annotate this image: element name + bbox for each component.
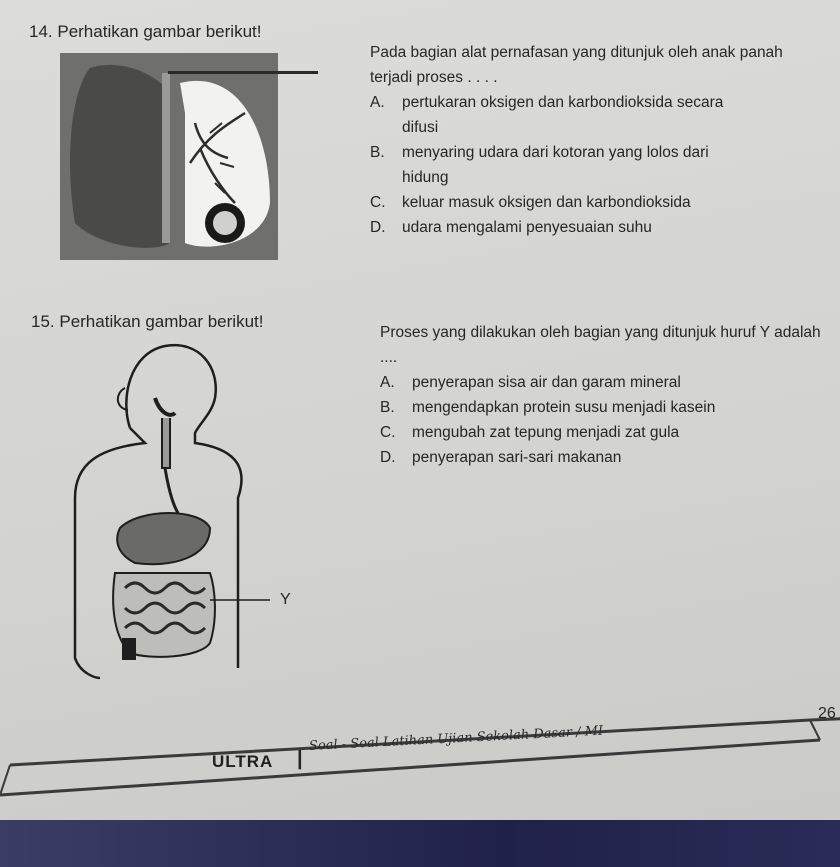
- footer-subtitle: Soal - Soal Latihan Ujian Sekolah Dasar / MI: [308, 723, 604, 754]
- q15-question: [380, 320, 825, 470]
- q15-option-c[interactable]: [380, 420, 825, 445]
- footer-separator: |: [297, 748, 303, 770]
- option-text-continuation: difusi: [402, 119, 439, 136]
- option-text: pertukaran oksigen dan karbondioksida secara: [402, 94, 724, 111]
- option-text: udara mengalami penyesuaian suhu: [402, 219, 652, 236]
- lung-figure: [60, 53, 278, 260]
- option-letter: C.: [380, 424, 396, 441]
- option-text-continuation: hidung: [402, 169, 449, 186]
- option-letter: B.: [370, 144, 385, 161]
- footer-brand: ULTRA: [212, 752, 274, 771]
- q15-option-b[interactable]: [380, 395, 825, 420]
- option-letter: A.: [370, 94, 385, 111]
- q14-option-a[interactable]: [370, 90, 820, 115]
- page-number: 26: [818, 705, 836, 722]
- q15-heading: 15. Perhatikan gambar berikut!: [31, 312, 264, 331]
- label-y: Y: [280, 591, 291, 608]
- option-text: penyerapan sisa air dan garam mineral: [412, 374, 681, 391]
- q14-question: [370, 40, 820, 240]
- lung-illustration: [60, 53, 278, 260]
- q15-option-a[interactable]: [380, 370, 825, 395]
- q14-heading: 14. Perhatikan gambar berikut!: [29, 22, 262, 41]
- q15-option-d[interactable]: [380, 445, 825, 470]
- option-letter: A.: [380, 374, 395, 391]
- digestive-system-illustration: [60, 338, 310, 683]
- q14-option-c[interactable]: [370, 190, 820, 215]
- digestive-figure: [60, 338, 310, 683]
- option-letter: B.: [380, 399, 395, 416]
- option-text: penyerapan sari-sari makanan: [412, 449, 622, 466]
- option-text: mengubah zat tepung menjadi zat gula: [412, 424, 680, 441]
- q14-option-b[interactable]: [370, 140, 820, 165]
- q15-stem: Proses yang dilakukan oleh bagian yang ditunjuk huruf Y adalah ....: [380, 324, 821, 366]
- option-text: mengendapkan protein susu menjadi kasein: [412, 399, 716, 416]
- q14-stem: Pada bagian alat pernafasan yang ditunjuk oleh anak panah terjadi proses . . . .: [370, 44, 783, 86]
- option-letter: C.: [370, 194, 386, 211]
- bottom-dark-band: [0, 820, 840, 867]
- q14-option-d[interactable]: [370, 215, 820, 240]
- footer-band: [0, 700, 840, 800]
- option-letter: D.: [380, 449, 396, 466]
- option-text: keluar masuk oksigen dan karbondioksida: [402, 194, 691, 211]
- option-letter: D.: [370, 219, 386, 236]
- option-text: menyaring udara dari kotoran yang lolos dari: [402, 144, 709, 161]
- q14-arrow-line: [168, 71, 318, 74]
